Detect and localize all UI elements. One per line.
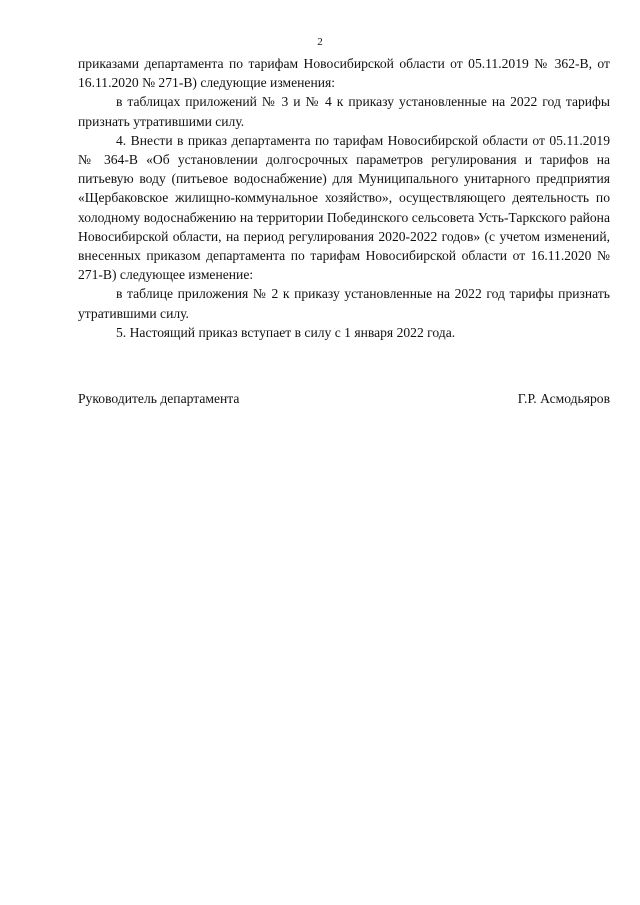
paragraph-item-5: 5. Настоящий приказ вступает в силу с 1 января 2022 года.	[116, 324, 456, 340]
paragraph-item-4: 4. Внести в приказ департамента по тарифам Новосибирской области от 05.11.2019 № 364-В «Об установлении долгосрочных параметров регулирования и тарифов на питьевую воду (питьевое водоснабжение) для Муниципального унитарного предприятия «Щербаковское жилищно-коммунальное хозяйство», осуществляющего деятельность по холодному водоснабжению на территории Побединского сельсовета Усть-Таркского района Новосибирской области, на период регулирования 2020-2022 годов» (с учетом изменений, внесенных приказом департамента по тарифам Новосибирской области от 16.11.2020 № 271-В) следующее изменение:	[78, 132, 610, 283]
signatory-name: Г.Р. Асмодьяров	[517, 391, 610, 406]
page-number: 2	[317, 36, 323, 48]
signature-block	[78, 389, 610, 408]
paragraph-continuation: приказами департамента по тарифам Новосибирской области от 05.11.2019 № 362-В, от 16.11.2020 № 271-В) следующие изменения:	[78, 56, 610, 91]
paragraph-tables-3-4: в таблицах приложений № 3 и № 4 к приказу установленные на 2022 год тарифы признать утратившими силу.	[78, 94, 610, 129]
document-body	[78, 54, 610, 342]
paragraph-table-2: в таблице приложения № 2 к приказу установленные на 2022 год тарифы признать утратившими силу.	[78, 286, 610, 321]
signatory-position: Руководитель департамента	[78, 391, 240, 406]
